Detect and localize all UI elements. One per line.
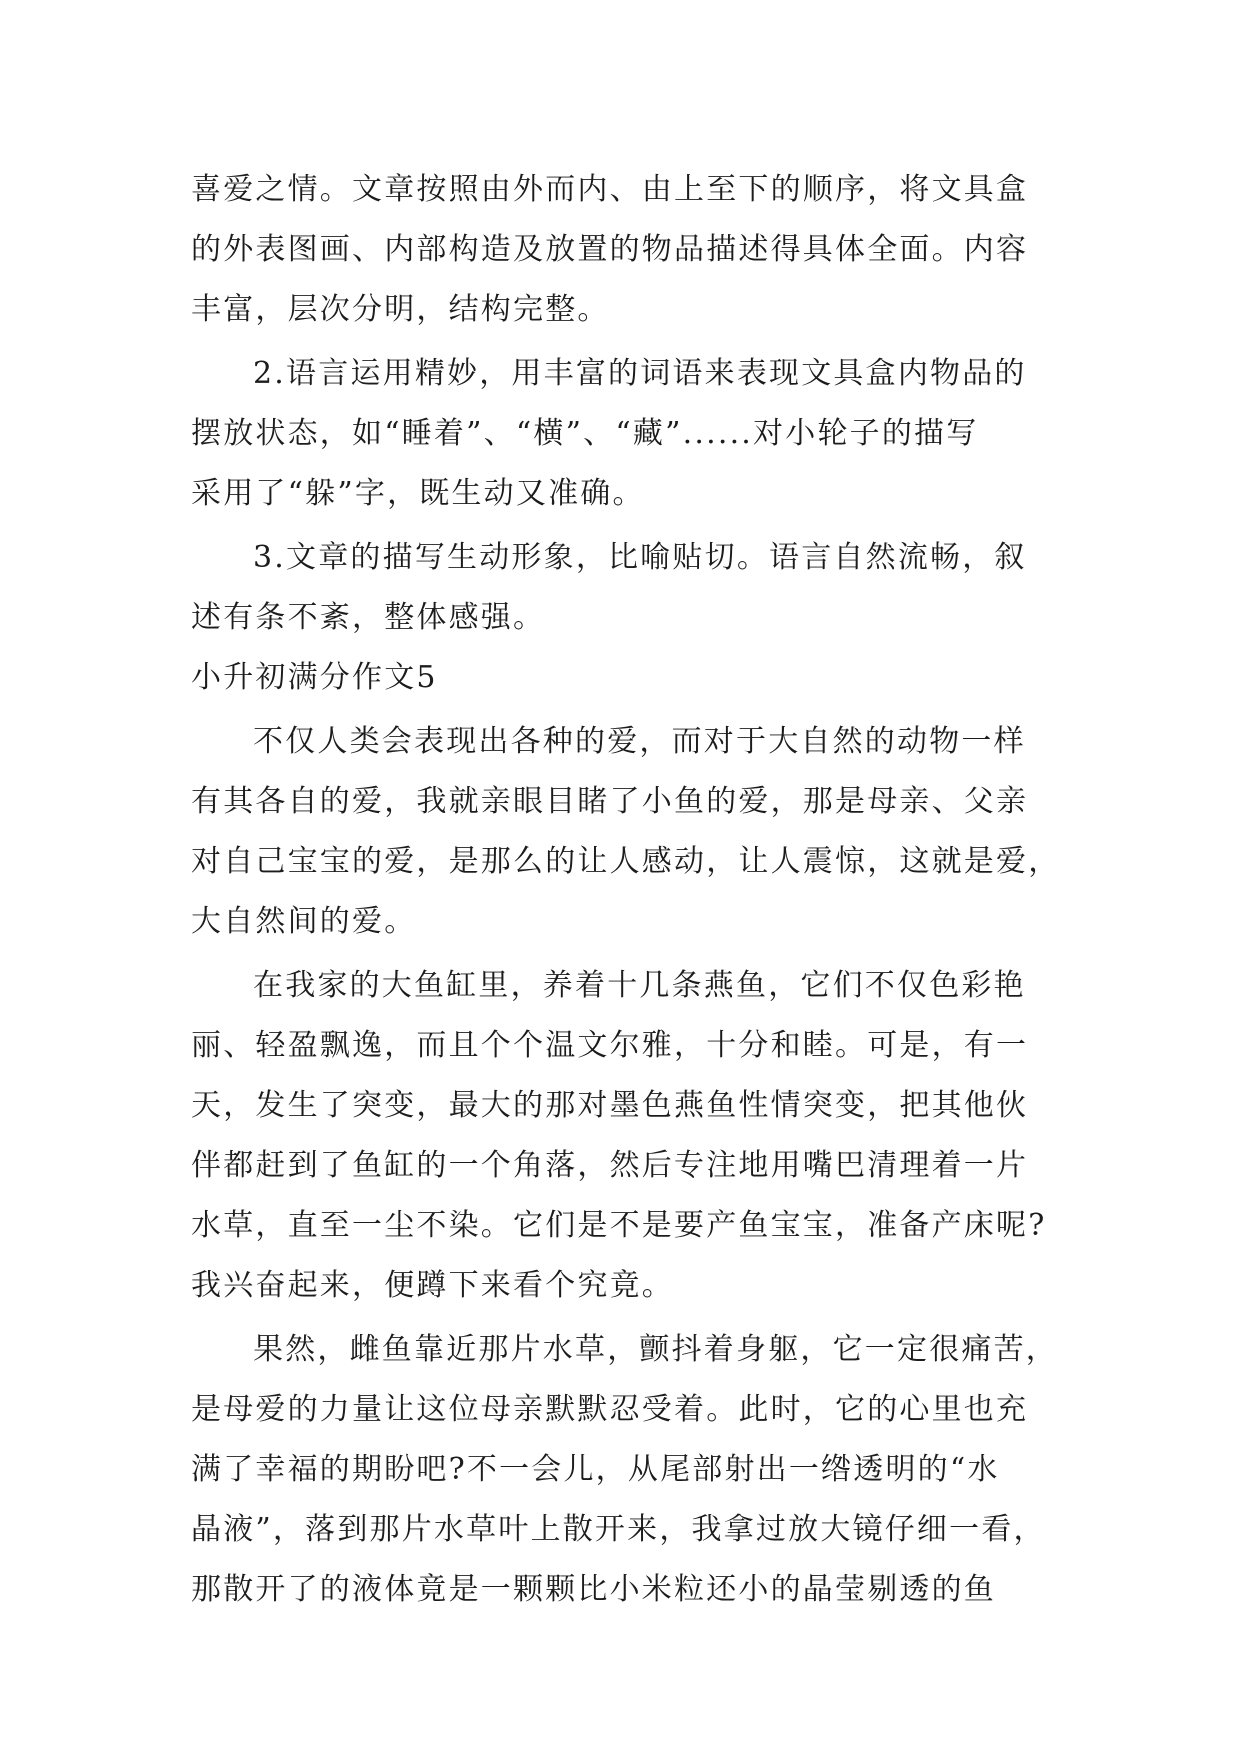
paragraph-line: 大自然间的爱。 (191, 904, 417, 939)
paragraph-line: 是母爱的力量让这位母亲默默忍受着。此时，它的心里也充 (191, 1392, 1029, 1427)
paragraph-line: 摆放状态，如“睡着”、“横”、“藏”......对小轮子的描写 (191, 416, 979, 451)
paragraph-line: 果然，雌鱼靠近那片水草，颤抖着身躯，它一定很痛苦， (253, 1332, 1058, 1367)
paragraph-line: 的外表图画、内部构造及放置的物品描述得具体全面。内容 (191, 232, 1029, 267)
document-body (191, 160, 1061, 1620)
paragraph-line: 那散开了的液体竟是一颗颗比小米粒还小的晶莹剔透的鱼 (191, 1572, 996, 1607)
paragraph-line: 3.文章的描写生动形象，比喻贴切。语言自然流畅，叙 (253, 540, 1027, 575)
paragraph-line: 水草，直至一尘不染。它们是不是要产鱼宝宝，准备产床呢? (191, 1208, 1047, 1243)
paragraph-line: 我兴奋起来，便蹲下来看个究竟。 (191, 1268, 674, 1303)
paragraph-line: 天，发生了突变，最大的那对墨色燕鱼性情突变，把其他伙 (191, 1088, 1029, 1123)
paragraph-line: 不仅人类会表现出各种的爱，而对于大自然的动物一样 (253, 724, 1026, 759)
paragraph-line: 在我家的大鱼缸里，养着十几条燕鱼，它们不仅色彩艳 (253, 968, 1026, 1003)
paragraph-line: 对自己宝宝的爱，是那么的让人感动，让人震惊，这就是爱， (191, 844, 1061, 879)
paragraph-line: 伴都赶到了鱼缸的一个角落，然后专注地用嘴巴清理着一片 (191, 1148, 1029, 1183)
paragraph-line: 晶液”，落到那片水草叶上散开来，我拿过放大镜仔细一看， (191, 1512, 1046, 1547)
paragraph-line: 采用了“躲”字，既生动又准确。 (191, 476, 645, 511)
paragraph-line: 丰富，层次分明，结构完整。 (191, 292, 610, 327)
paragraph-line: 满了幸福的期盼吧?不一会儿，从尾部射出一绺透明的“水 (191, 1452, 1000, 1487)
paragraph-line: 喜爱之情。文章按照由外而内、由上至下的顺序，将文具盒 (191, 172, 1029, 207)
paragraph-line: 丽、轻盈飘逸，而且个个温文尔雅，十分和睦。可是，有一 (191, 1028, 1029, 1063)
section-heading: 小升初满分作文5 (191, 660, 438, 695)
paragraph-line: 有其各自的爱，我就亲眼目睹了小鱼的爱，那是母亲、父亲 (191, 784, 1029, 819)
paragraph-line: 述有条不紊，整体感强。 (191, 600, 546, 635)
paragraph-line: 2.语言运用精妙，用丰富的词语来表现文具盒内物品的 (253, 356, 1027, 391)
